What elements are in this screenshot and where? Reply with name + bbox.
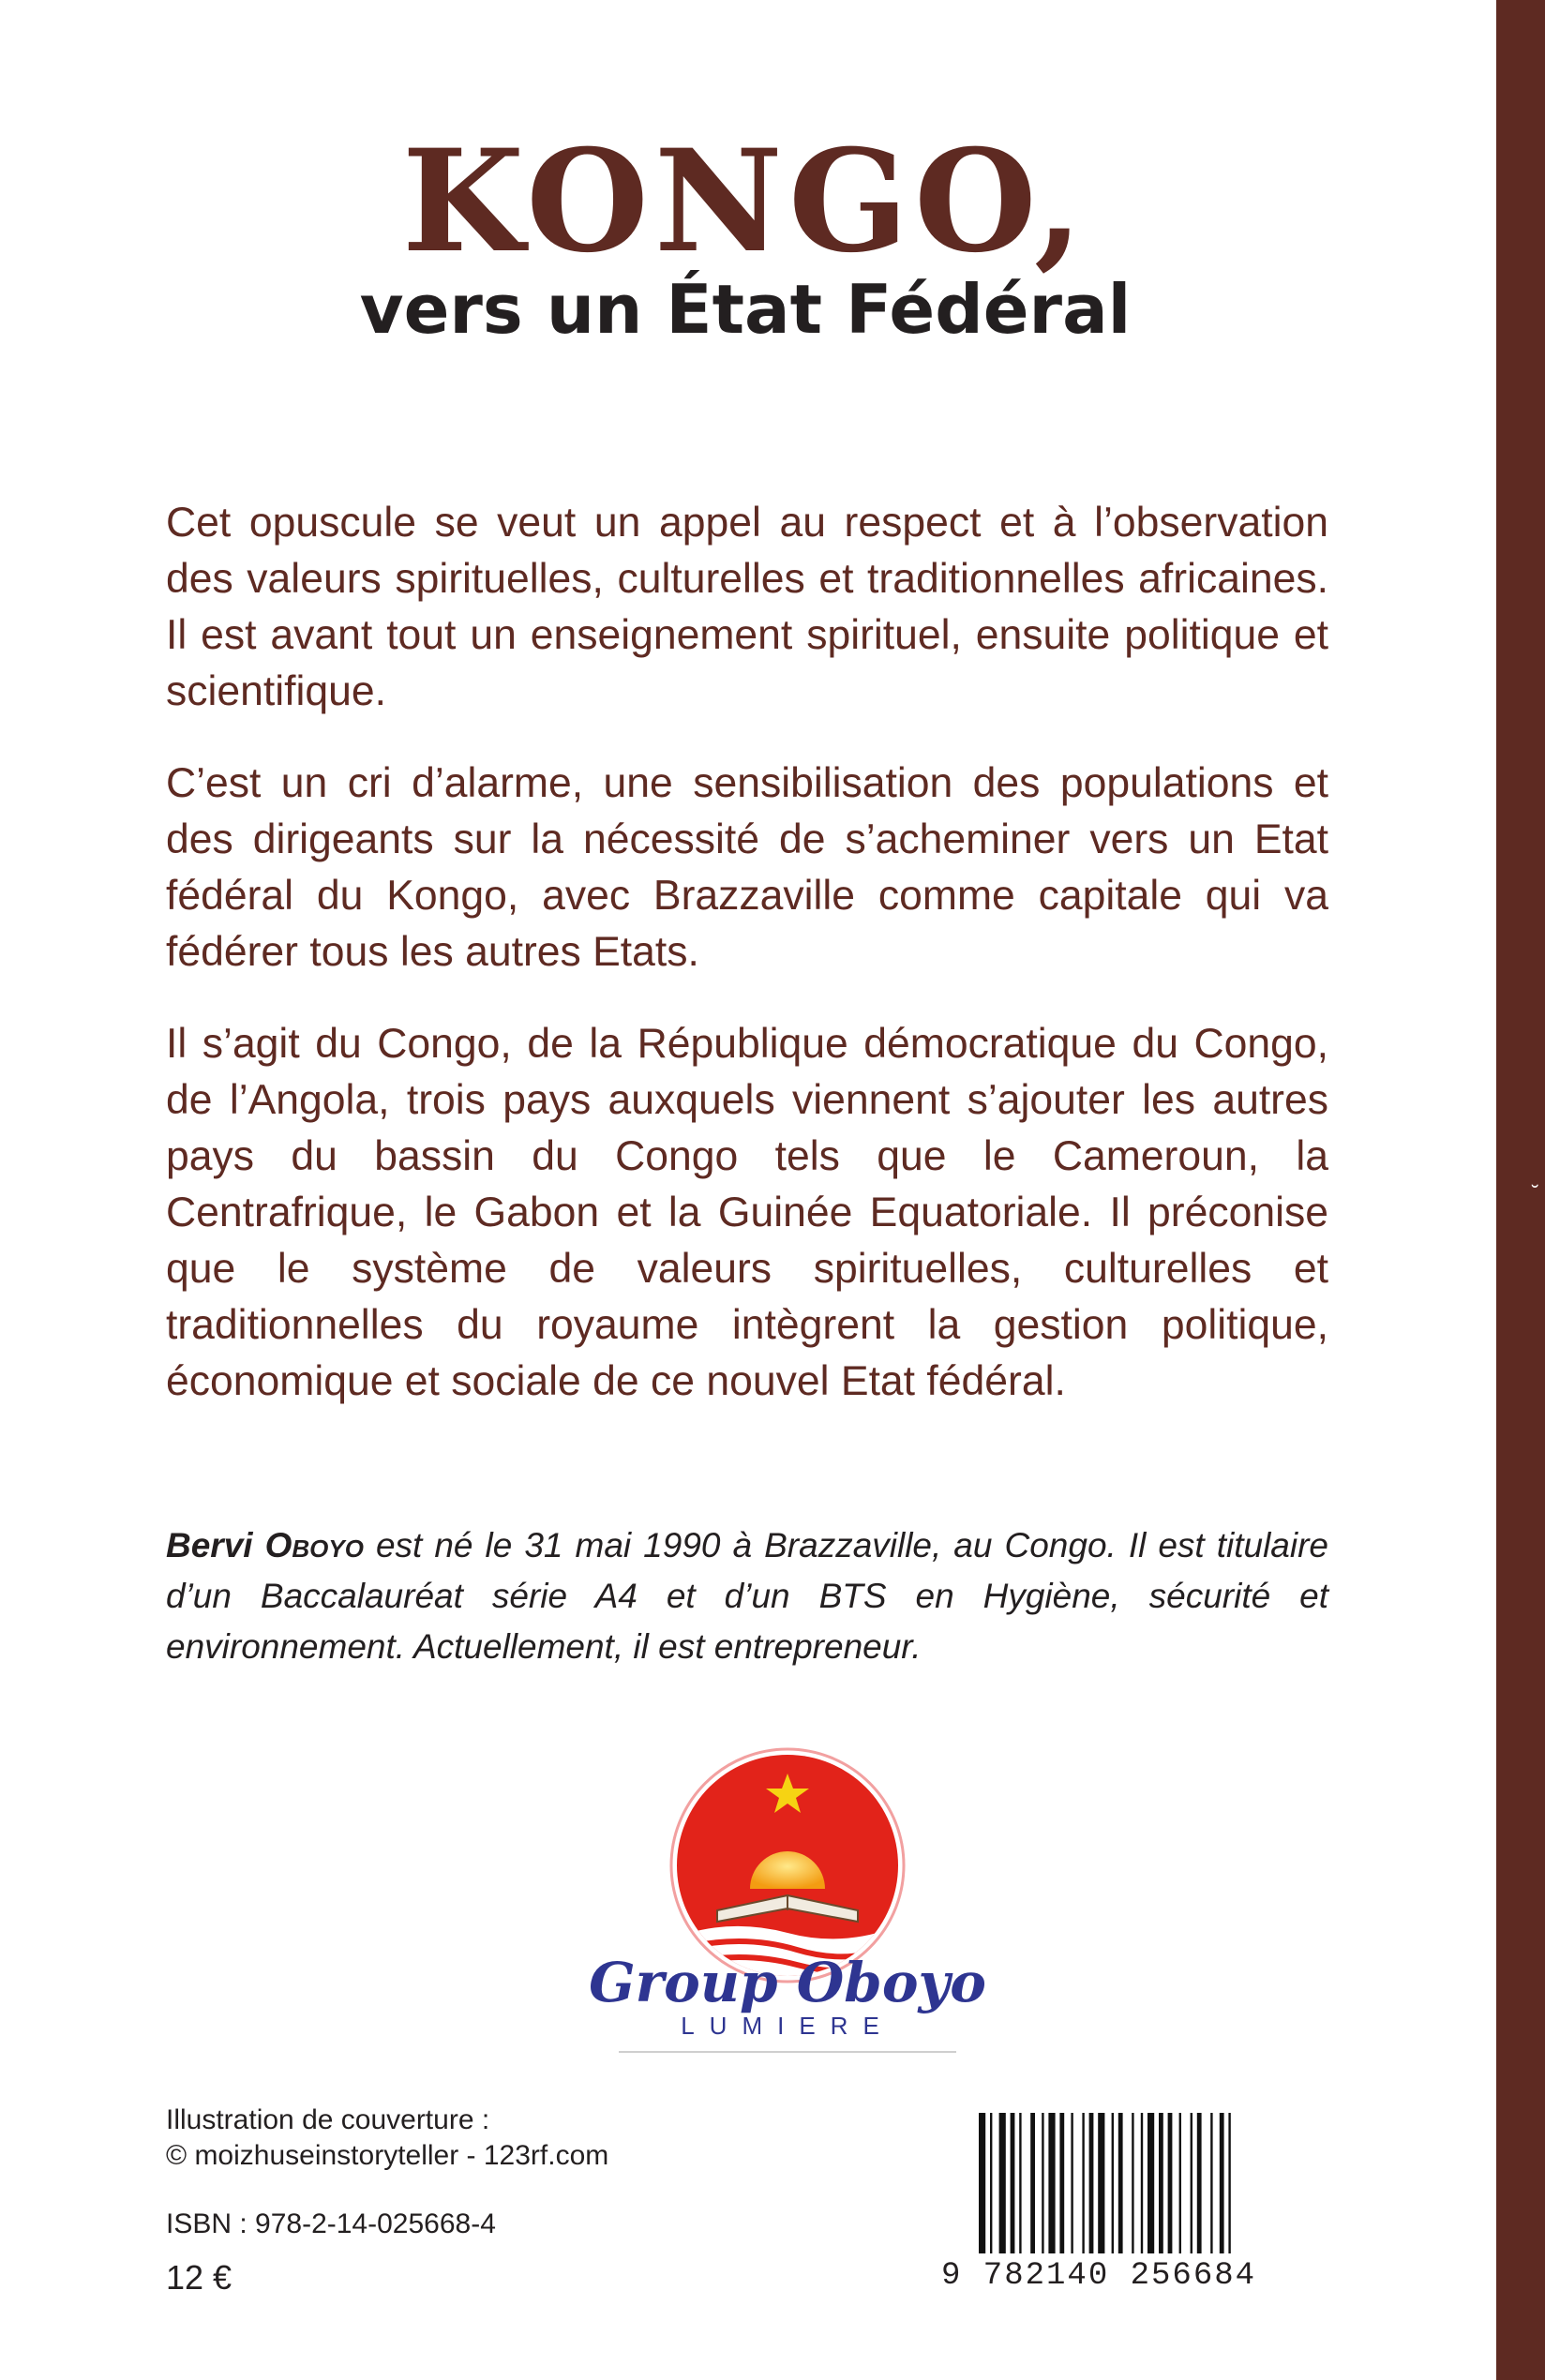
illustration-credits [166,2103,608,2174]
book-subtitle: vers un État Fédéral [359,270,1132,349]
back-cover-blurb [166,495,1328,1445]
barcode-bar [1228,2113,1230,2253]
author-first-name: Bervi [166,1526,253,1564]
barcode-bar [1159,2113,1163,2253]
barcode-bar [1089,2113,1094,2253]
barcode-digits: 9 782140 256684 [941,2258,1257,2294]
barcode-bar [1082,2113,1084,2253]
barcode-bar [1030,2113,1035,2253]
author-bio-text: est né le 31 mai 1990 à Brazzaville, au Congo. Il est titulaire d’un Baccalauréat série A4 et d’un BTS en Hygiène, sécurité et environnement. Actuellement, il est entrepreneur. [166,1526,1328,1666]
barcode-bar [1148,2113,1154,2253]
barcode-bar [1141,2113,1143,2253]
logo-underline [619,2051,956,2053]
isbn-label: ISBN : 978-2-14-025668-4 [166,2208,496,2239]
barcode-bar [1210,2113,1212,2253]
barcode-bar [1168,2113,1173,2253]
barcode-bar [1197,2113,1202,2253]
author-last-name: Oboyo [264,1526,364,1564]
barcode-bar [1098,2113,1104,2253]
barcode-bar [1019,2113,1021,2253]
barcode-bar [1220,2113,1224,2253]
blurb-paragraph: Il s’agit du Congo, de la République démocratique du Congo, de l’Angola, trois pays auxquels viennent s’ajouter les autres pays du bassin du Congo tels que le Cameroun, la Centrafrique, le Gabon et la Guinée Equatoriale. Il préconise que le système de valeurs spirituelles, culturelles et traditionnelles du royaume intègrent la gestion politique, économique et sociale de ce nouvel Etat fédéral. [166,1021,1328,1404]
barcode-bar [1042,2113,1043,2253]
barcode-bar [1112,2113,1114,2253]
barcode-bar [1071,2113,1072,2253]
barcode-bar [999,2113,1006,2253]
barcode-bar [1191,2113,1192,2253]
publisher-name: Group Oboyo [589,1951,986,2014]
blurb-paragraph: C’est un cri d’alarme, une sensibilisation des populations et des dirigeants sur la nécessité de s’acheminer vers un Etat fédéral du Kongo, avec Brazzaville comme capitale qui va fédérer tous les autres Etats. [166,760,1328,975]
spine-mark: ˘ [1532,1181,1539,1205]
barcode-bar [1011,2113,1015,2253]
barcode-bar [1132,2113,1133,2253]
barcode-bar [1048,2113,1055,2253]
barcode-bar [990,2113,992,2253]
credits-line: Illustration de couverture : [166,2104,490,2135]
book-title: KONGO, [401,119,1089,284]
barcode-bar [979,2113,985,2253]
author-name [166,1526,364,1564]
price-label: 12 € [166,2258,232,2297]
publisher-tagline: LUMIERE [681,2012,894,2040]
barcode-bar [1118,2113,1123,2253]
barcode [975,2113,1320,2253]
credits-line: © moizhuseinstoryteller - 123rf.com [166,2140,609,2171]
barcode-bar [1179,2113,1181,2253]
barcode-bar [1059,2113,1064,2253]
author-bio [166,1520,1328,1672]
blurb-paragraph: Cet opuscule se veut un appel au respect et à l’observation des valeurs spirituelles, culturelles et traditionnelles africaines. Il est avant tout un enseignement spirituel, ensuite politique et scientifique. [166,500,1328,714]
